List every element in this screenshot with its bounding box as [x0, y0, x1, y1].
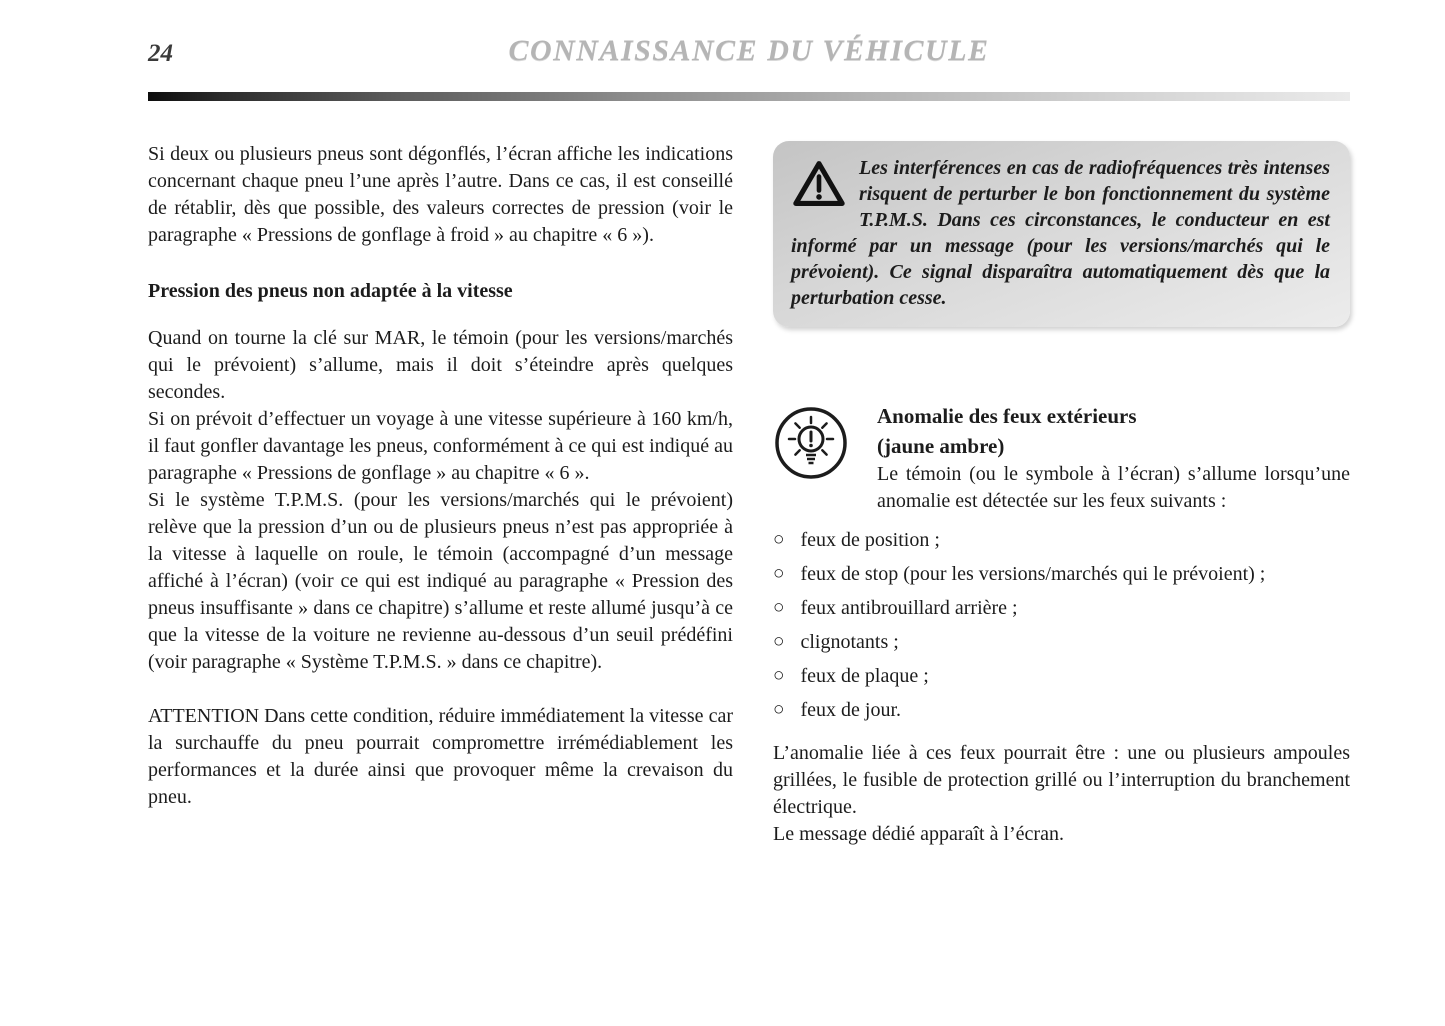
heading-line-1: Anomalie des feux extérieurs — [877, 404, 1137, 428]
circle-bullet-icon: ○ — [773, 699, 785, 720]
bullet-text: feux de position ; — [800, 529, 940, 551]
warning-box — [773, 141, 1350, 327]
page-number: 24 — [148, 40, 173, 67]
bullet-text: clignotants ; — [800, 631, 899, 653]
bullet-item — [773, 629, 1350, 656]
warning-triangle-icon — [791, 155, 859, 231]
page-header — [148, 34, 1350, 78]
lights-bullet-list — [773, 527, 1350, 724]
circle-bullet-icon: ○ — [773, 563, 785, 584]
heading-line-2: (jaune ambre) — [877, 434, 1005, 458]
warning-box-text: Les interférences en cas de radiofréquences très intenses risquent de perturber le bon fonctionnement du système T.P.M.S. Dans ces circonstances, le conducteur en est informé par un message (pour les versions/marchés qui le prévoient). Ce signal disparaîtra automatiquement dès que la perturbation cesse. — [791, 157, 1330, 309]
bullet-item — [773, 561, 1350, 588]
header-gradient-rule — [148, 92, 1350, 101]
content-columns — [148, 141, 1350, 848]
section-outro-message: Le message dédié apparaît à l’écran. — [773, 823, 1064, 845]
paragraph-tpms-detection: Si le système T.P.M.S. (pour les versions/marchés qui le prévoient) relève que la pression d’un ou de plusieurs pneus n’est pas appropriée à la vitesse à laquelle on roule, le témoin (accompagné d’un message affiché à l’écran) (voir ce qui est indiqué au paragraphe « Pression des pneus insuffisante » dans ce chapitre) s’allume et reste allumé jusqu’à ce que la vitesse de la voiture ne revienne au-dessous d’un seuil prédéfini (voir paragraphe « Système T.P.M.S. » dans ce chapitre). — [148, 489, 733, 673]
section-intro: Le témoin (ou le symbole à l’écran) s’allume lorsqu’une anomalie est détectée sur les feux suivants : — [877, 463, 1350, 512]
paragraph-attention: ATTENTION Dans cette condition, réduire immédiatement la vitesse car la surchauffe du pneu pourrait compromettre irrémédiablement les performances et la durée ainsi que provoquer même la crevaison du pneu. — [148, 705, 733, 808]
exterior-lights-section — [773, 401, 1350, 848]
left-column — [148, 141, 733, 848]
paragraph-deflated-tyres: Si deux ou plusieurs pneus sont dégonflés, l’écran affiche les indications concernant chaque pneu l’une après l’autre. Dans ce cas, il est conseillé de rétablir, dès que possible, des valeurs correctes de pression (voir le paragraphe « Pressions de gonflage à froid » au chapitre « 6 »). — [148, 143, 733, 246]
page-title: CONNAISSANCE DU VÉHICULE — [508, 34, 990, 67]
bullet-text: feux antibrouillard arrière ; — [800, 597, 1018, 619]
bullet-item — [773, 697, 1350, 724]
section-outro-cause: L’anomalie liée à ces feux pourrait être : une ou plusieurs ampoules grillées, le fusible de protection grillé ou l’interruption du branchement électrique. — [773, 742, 1350, 818]
paragraph-key-mar: Quand on tourne la clé sur MAR, le témoin (pour les versions/marchés qui le prévoient) s’allume, mais il doit s’éteindre après quelques secondes. — [148, 327, 733, 403]
paragraph-160kmh: Si on prévoit d’effectuer un voyage à une vitesse supérieure à 160 km/h, il faut gonfler davantage les pneus, conformément à ce qui est indiqué au paragraphe « Pressions de gonflage » au chapitre « 6 ». — [148, 408, 733, 484]
bullet-text: feux de plaque ; — [800, 665, 929, 687]
bullet-text: feux de stop (pour les versions/marchés qui le prévoient) ; — [800, 563, 1266, 585]
bullet-text: feux de jour. — [800, 699, 902, 721]
section-heading-pressure-speed: Pression des pneus non adaptée à la vitesse — [148, 280, 513, 302]
circle-bullet-icon: ○ — [773, 665, 785, 686]
circle-bullet-icon: ○ — [773, 529, 785, 550]
circle-bullet-icon: ○ — [773, 597, 785, 618]
exterior-lights-warning-lamp-icon — [773, 401, 877, 513]
right-column — [773, 141, 1350, 848]
circle-bullet-icon: ○ — [773, 631, 785, 652]
bullet-item — [773, 663, 1350, 690]
bullet-item — [773, 527, 1350, 554]
bullet-item — [773, 595, 1350, 622]
